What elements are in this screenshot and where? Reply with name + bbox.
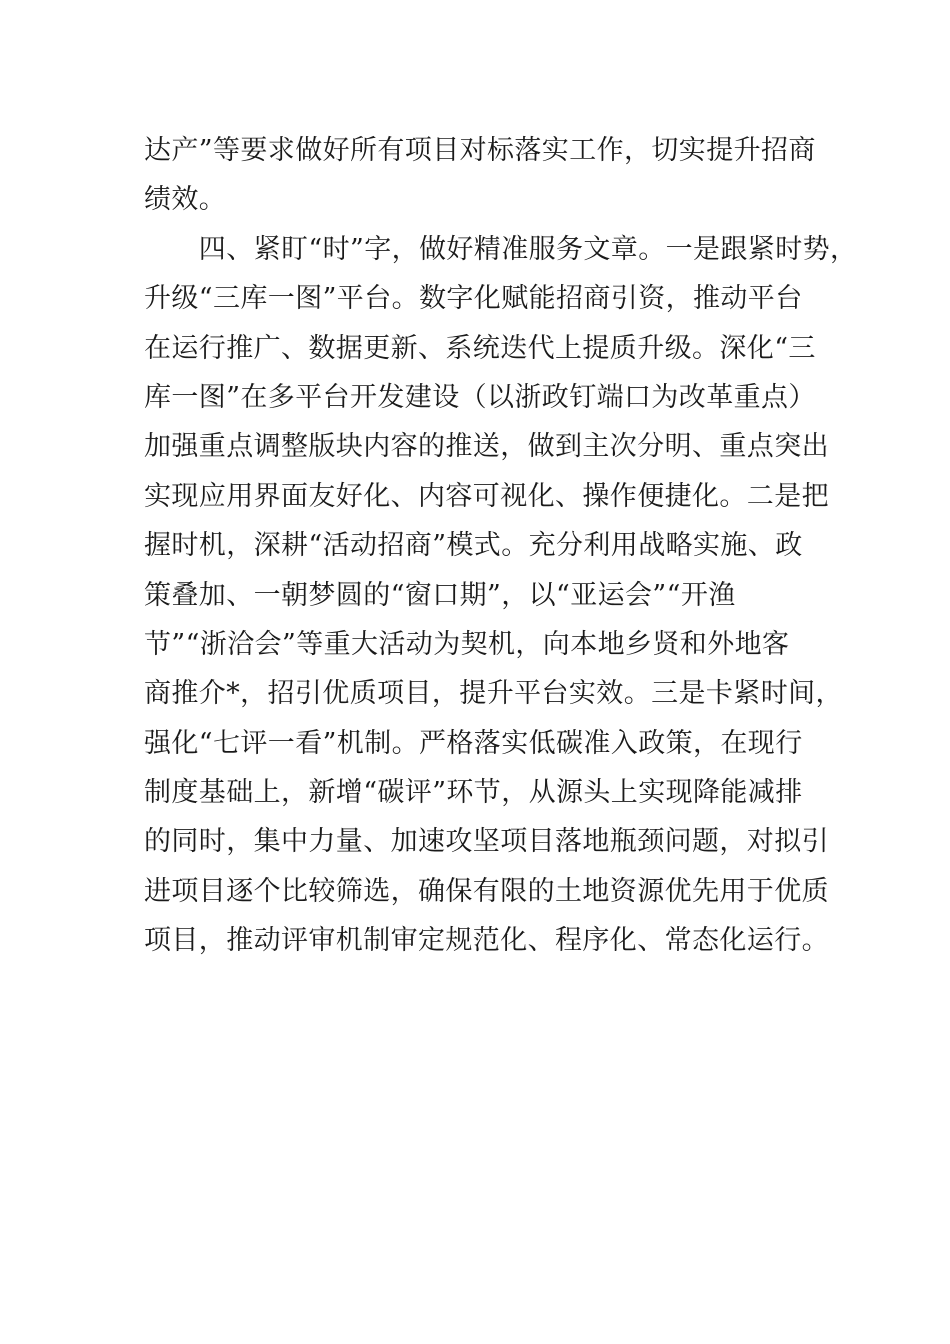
text-line: 节”“浙洽会”等重大活动为契机，向本地乡贤和外地客	[144, 628, 790, 660]
text-line: 在运行推广、数据更新、系统迭代上提质升级。深化“三	[144, 332, 816, 364]
text-line: 升级“三库一图”平台。数字化赋能招商引资，推动平台	[144, 283, 803, 315]
text-line: 项目，推动评审机制审定规范化、程序化、常态化运行。	[144, 925, 829, 957]
text-line: 握时机，深耕“活动招商”模式。充分利用战略实施、政	[144, 530, 803, 562]
text-line: 实现应用界面友好化、内容可视化、操作便捷化。二是把	[144, 480, 829, 512]
text-line: 绩效。	[144, 184, 227, 216]
text-line: 商推介*，招引优质项目，提升平台实效。三是卡紧时间，	[144, 678, 843, 710]
text-line: 的同时，集中力量、加速攻坚项目落地瓶颈问题，对拟引	[144, 826, 829, 858]
text-line: 库一图”在多平台开发建设（以浙政钉端口为改革重点）	[144, 381, 816, 413]
paragraph-start-line: 四、紧盯“时”字，做好精准服务文章。一是跟紧时势，	[144, 233, 858, 265]
body-text	[144, 126, 858, 966]
text-line: 强化“七评一看”机制。严格落实低碳准入政策，在现行	[144, 727, 803, 759]
text-line: 加强重点调整版块内容的推送，做到主次分明、重点突出	[144, 431, 829, 463]
text-line: 进项目逐个比较筛选，确保有限的土地资源优先用于优质	[144, 875, 829, 907]
text-line: 策叠加、一朝梦圆的“窗口期”，以“亚运会”“开渔	[144, 579, 736, 611]
text-line: 达产”等要求做好所有项目对标落实工作，切实提升招商	[144, 135, 816, 166]
text-line: 制度基础上，新增“碳评”环节，从源头上实现降能减排	[144, 777, 803, 809]
